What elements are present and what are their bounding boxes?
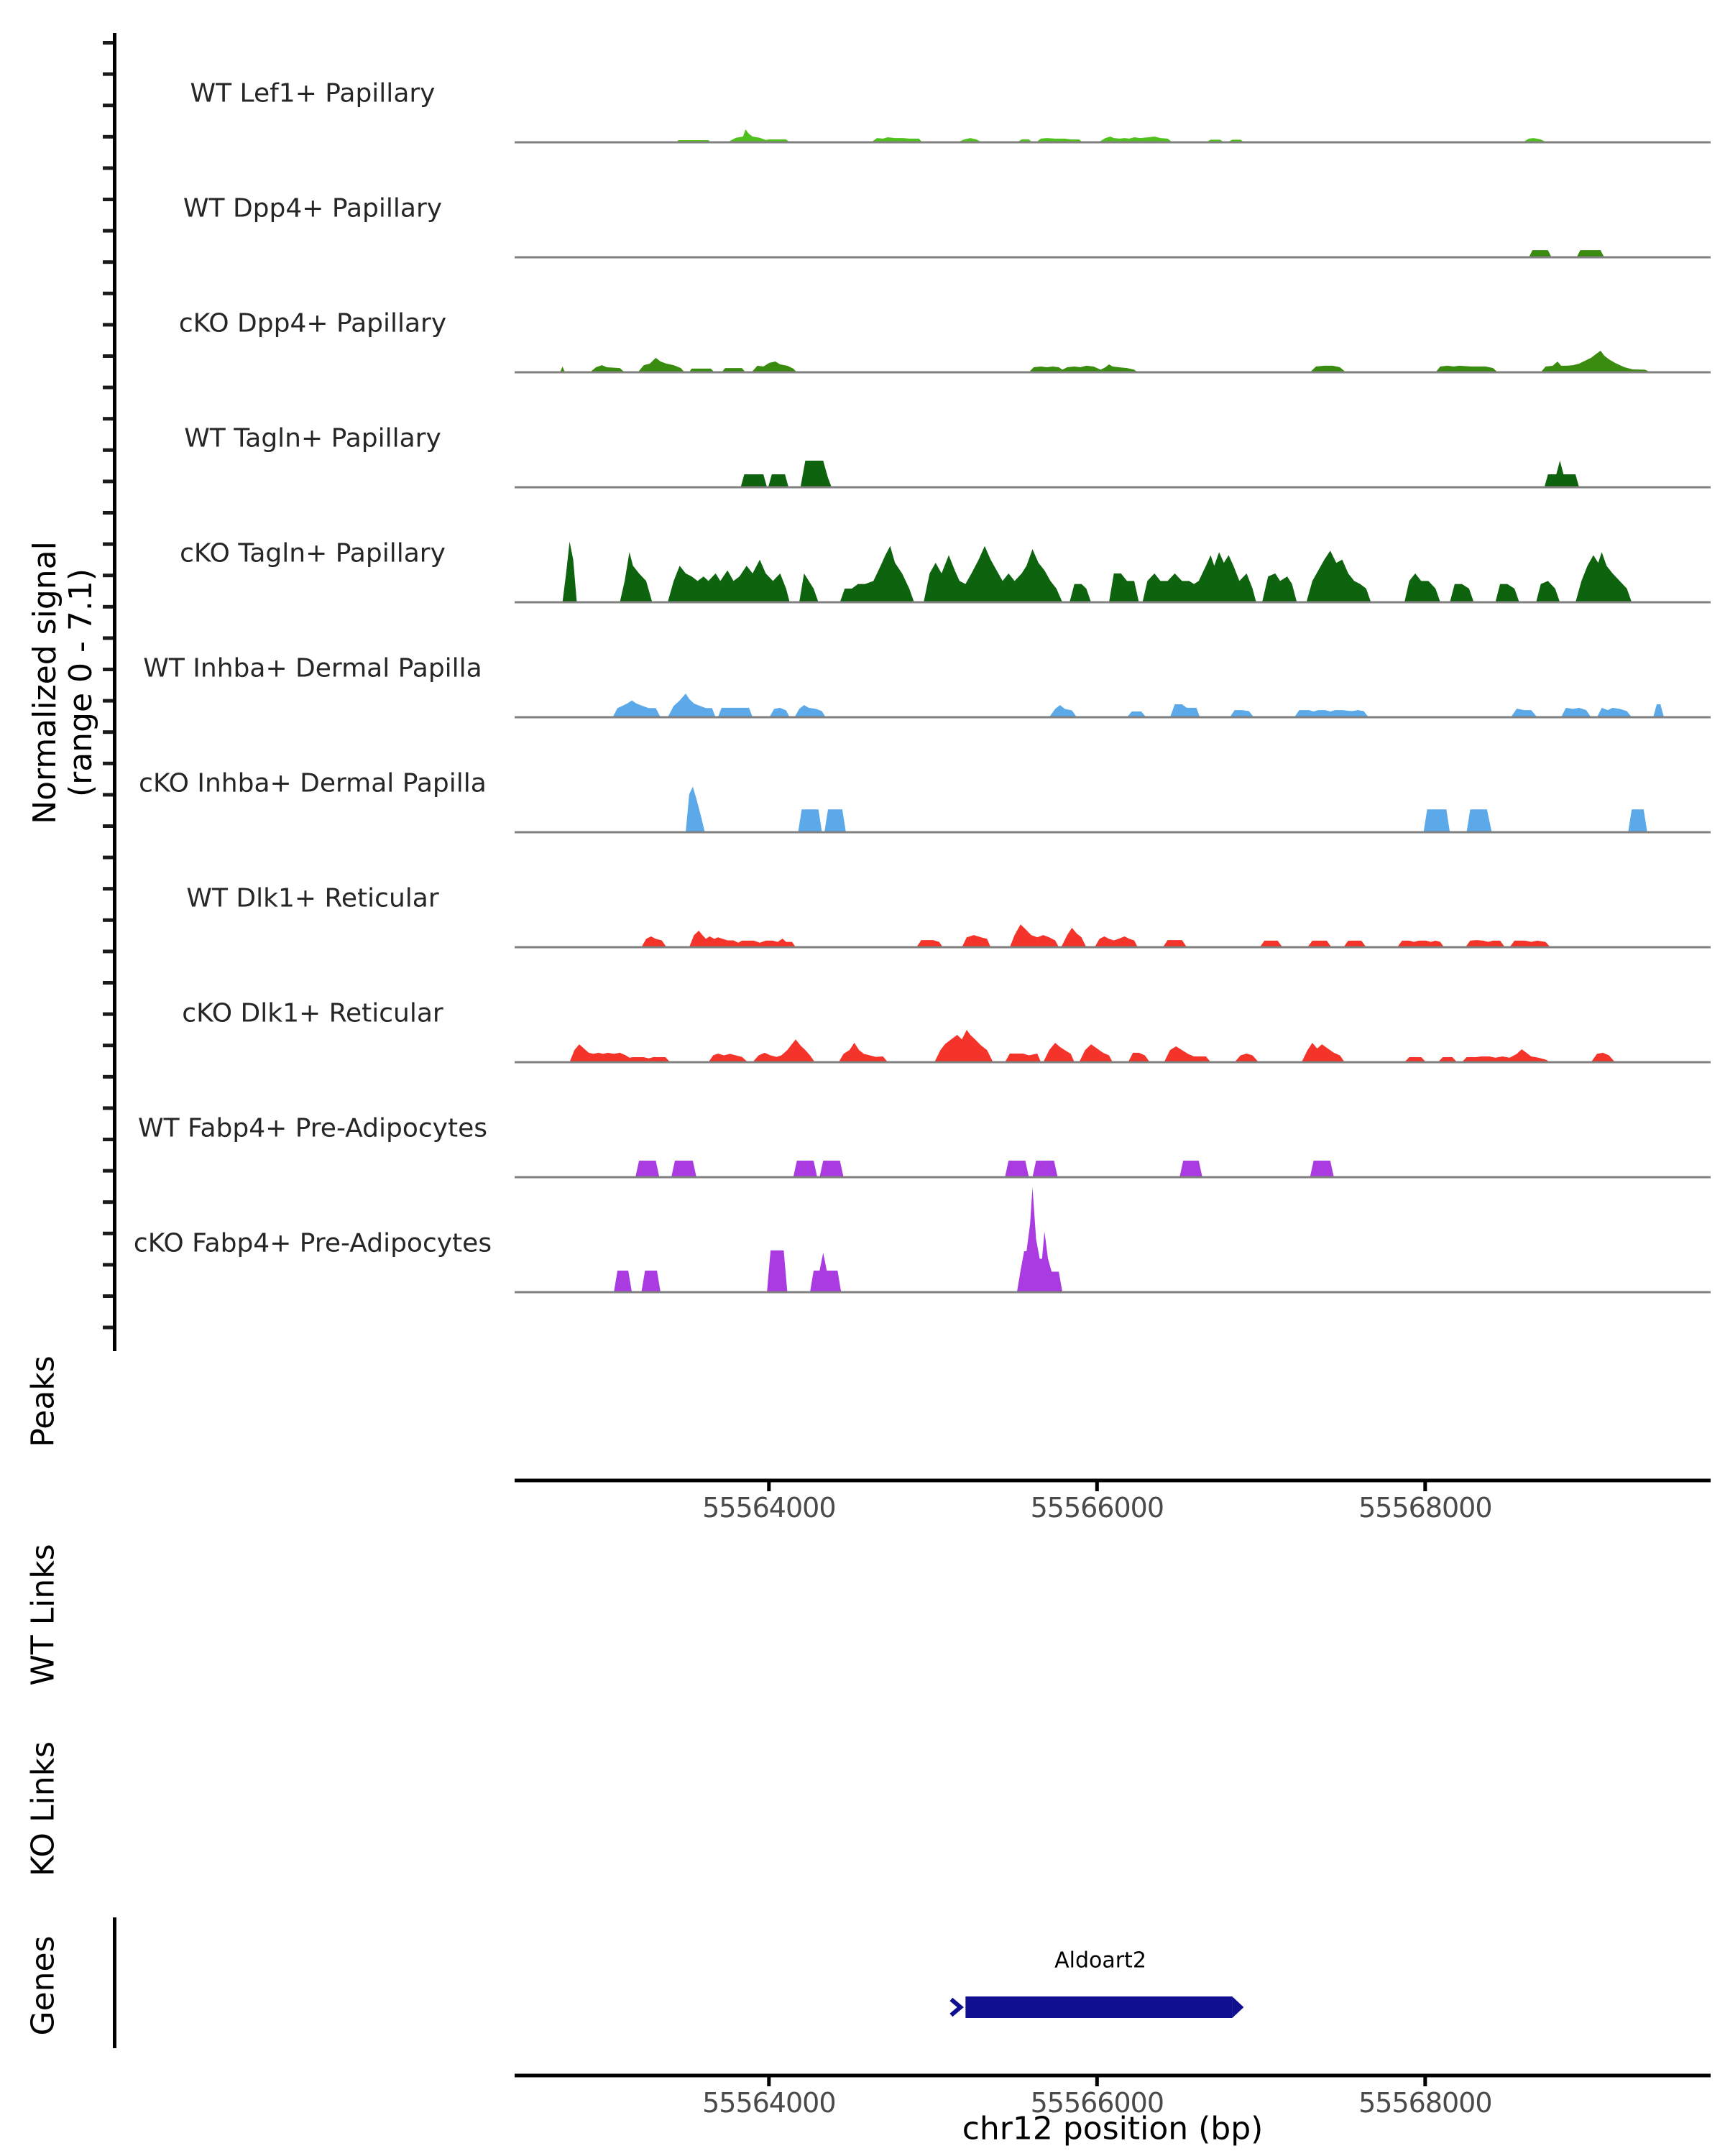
y-axis-tick	[103, 887, 113, 890]
y-axis-tick	[103, 762, 113, 765]
y-axis-tick	[103, 417, 113, 420]
track-baseline	[515, 257, 1711, 259]
genes-y-axis-line	[113, 1917, 116, 2048]
signal-area	[515, 694, 1711, 717]
track-baseline	[515, 142, 1711, 144]
x-tick-label: 55568000	[1358, 2087, 1492, 2119]
peaks-x-axis-tick	[767, 1480, 770, 1491]
y-axis-tick	[103, 1169, 113, 1173]
y-axis-label-line1: Normalized signal	[27, 541, 63, 824]
y-axis-tick	[103, 354, 113, 358]
y-axis-tick	[103, 730, 113, 734]
track-label: WT Dpp4+ Papillary	[183, 193, 443, 224]
signal-area	[515, 129, 1711, 142]
tracks-y-axis-line	[113, 33, 116, 1351]
y-axis-tick	[103, 824, 113, 828]
y-axis-tick	[103, 856, 113, 860]
y-axis-tick	[103, 605, 113, 609]
y-axis-tick	[103, 636, 113, 640]
track-baseline	[515, 487, 1711, 489]
y-axis-tick	[103, 198, 113, 201]
track-label: WT Dlk1+ Reticular	[186, 883, 439, 913]
section-label-wt-links: WT Links	[24, 1544, 62, 1686]
y-axis-tick	[103, 573, 113, 577]
y-axis-tick	[103, 448, 113, 452]
section-label-genes: Genes	[24, 1935, 62, 2036]
gene-direction-chevron-icon	[951, 1999, 960, 2015]
x-tick-label: 55566000	[1030, 2087, 1164, 2119]
y-axis-label	[27, 541, 99, 824]
track-label: WT Fabp4+ Pre-Adipocytes	[138, 1113, 487, 1143]
y-axis-tick	[103, 41, 113, 45]
y-axis-tick	[103, 1013, 113, 1016]
gene-body	[965, 1996, 1232, 2018]
signal-area	[515, 1030, 1711, 1062]
genes-x-axis-tick	[767, 2076, 770, 2086]
y-axis-tick	[103, 1106, 113, 1110]
peaks-x-axis-line	[515, 1479, 1711, 1483]
y-axis-tick	[103, 981, 113, 985]
track-baseline	[515, 1176, 1711, 1179]
track-baseline	[515, 372, 1711, 374]
y-axis-tick	[103, 1044, 113, 1047]
track-label: cKO Dpp4+ Papillary	[178, 308, 447, 338]
y-axis-tick	[103, 949, 113, 953]
genes-x-axis-line	[515, 2074, 1711, 2078]
x-tick-label: 55564000	[702, 1492, 836, 1524]
track-baseline	[515, 602, 1711, 604]
peaks-x-axis-tick	[1095, 1480, 1099, 1491]
signal-area	[515, 461, 1711, 487]
gene-strand-arrowhead	[1232, 1996, 1243, 2018]
track-label: cKO Tagln+ Papillary	[180, 538, 446, 568]
signal-area	[515, 1187, 1711, 1292]
genes-x-axis-tick	[1095, 2076, 1099, 2086]
y-axis-tick	[103, 511, 113, 515]
track-label: cKO Inhba+ Dermal Papilla	[139, 768, 487, 798]
track-baseline	[515, 1061, 1711, 1064]
track-label: cKO Fabp4+ Pre-Adipocytes	[133, 1228, 492, 1258]
signal-area	[515, 787, 1711, 832]
signal-area	[515, 542, 1711, 603]
track-baseline	[515, 946, 1711, 949]
y-axis-tick	[103, 386, 113, 390]
y-axis-tick	[103, 1263, 113, 1266]
y-axis-tick	[103, 1294, 113, 1298]
track-baseline	[515, 717, 1711, 719]
y-axis-tick	[103, 260, 113, 264]
track-label: WT Inhba+ Dermal Papilla	[143, 653, 482, 683]
y-axis-tick	[103, 1075, 113, 1079]
y-axis-tick	[103, 323, 113, 326]
signal-area	[515, 1161, 1711, 1177]
peaks-x-axis-tick	[1423, 1480, 1427, 1491]
y-axis-tick	[103, 668, 113, 671]
y-axis-tick	[103, 793, 113, 796]
track-baseline	[515, 831, 1711, 834]
y-axis-tick	[103, 479, 113, 483]
track-baseline	[515, 1291, 1711, 1294]
y-axis-tick	[103, 73, 113, 76]
y-axis-tick	[103, 135, 113, 139]
section-label-peaks: Peaks	[24, 1355, 62, 1447]
y-axis-tick	[103, 166, 113, 170]
track-label: cKO Dlk1+ Reticular	[182, 998, 443, 1028]
y-axis-tick	[103, 543, 113, 546]
signal-area	[515, 351, 1711, 372]
x-tick-label: 55566000	[1030, 1492, 1164, 1524]
x-tick-label: 55568000	[1358, 1492, 1492, 1524]
gene-name-label: Aldoart2	[1054, 1948, 1146, 1973]
y-axis-label-line2: (range 0 - 7.1)	[63, 568, 99, 798]
y-axis-tick	[103, 292, 113, 295]
signal-area	[515, 924, 1711, 947]
y-axis-tick	[103, 229, 113, 233]
y-axis-tick	[103, 103, 113, 107]
y-axis-tick	[103, 1200, 113, 1204]
y-axis-tick	[103, 1326, 113, 1330]
x-tick-label: 55564000	[702, 2087, 836, 2119]
y-axis-tick	[103, 1232, 113, 1235]
track-label: WT Tagln+ Papillary	[184, 423, 441, 453]
genes-x-axis-tick	[1423, 2076, 1427, 2086]
section-label-ko-links: KO Links	[24, 1741, 62, 1877]
y-axis-tick	[103, 699, 113, 703]
x-axis-title: chr12 position (bp)	[962, 2110, 1264, 2147]
track-label: WT Lef1+ Papillary	[190, 78, 436, 109]
y-axis-tick	[103, 1138, 113, 1141]
y-axis-tick	[103, 918, 113, 922]
